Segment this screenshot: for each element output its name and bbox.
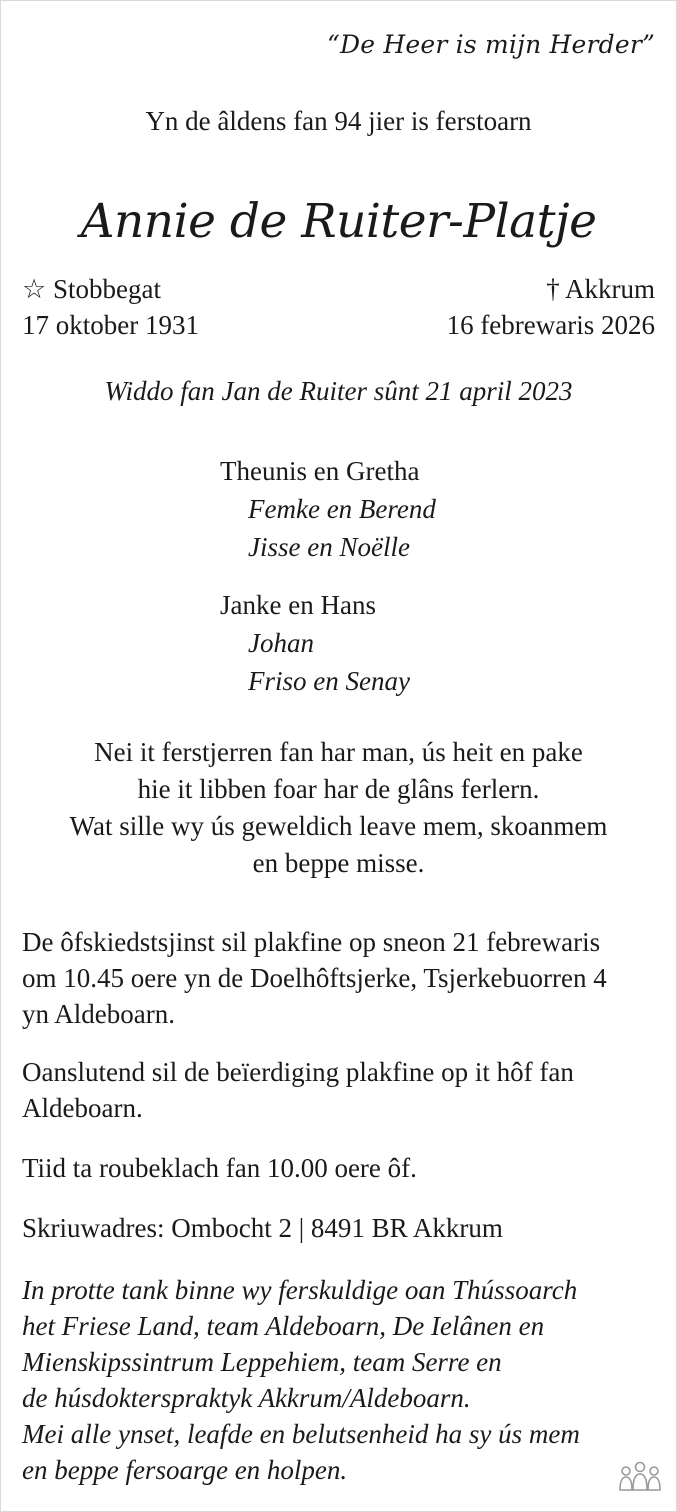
family-child: Femke en Berend xyxy=(248,494,436,524)
postal-address: Skriuwadres: Ombocht 2 | 8491 BR Akkrum xyxy=(22,1213,503,1243)
thanks-line: In protte tank binne wy ferskuldige oan Thússoarch xyxy=(22,1275,578,1305)
widow-line: Widdo fan Jan de Ruiter sûnt 21 april 2023 xyxy=(104,376,573,406)
thanks-note xyxy=(22,1272,580,1488)
deceased-name: Annie de Ruiter-Platje xyxy=(80,194,597,249)
birth-place-label: Stobbegat xyxy=(52,274,161,304)
poem-line: Wat sille wy ús geweldich leave mem, skoanmem xyxy=(69,811,608,841)
death-date: 16 febrewaris 2026 xyxy=(446,310,655,340)
poem-line: Nei it ferstjerren fan har man, ús heit en pake xyxy=(94,737,583,767)
thanks-line: het Friese Land, team Aldeboarn, De Ielânen en xyxy=(22,1311,545,1341)
family-child: Johan xyxy=(248,628,314,658)
family-people-icon xyxy=(617,1460,663,1500)
thanks-line: Mei alle ynset, leafde en belutsenheid ha sy ús mem xyxy=(22,1419,580,1449)
family-child: Friso en Senay xyxy=(248,666,410,696)
family-group xyxy=(220,452,436,566)
family-child: Jisse en Noëlle xyxy=(248,532,410,562)
death-cross-icon: † xyxy=(546,274,560,304)
thanks-line: Mienskipssintrum Leppehiem, team Serre en xyxy=(22,1347,502,1377)
birth-date: 17 oktober 1931 xyxy=(22,310,199,340)
family-parents: Theunis en Gretha xyxy=(220,456,420,486)
birth-star-icon: ☆ xyxy=(22,274,47,304)
poem xyxy=(0,734,677,882)
birth-place xyxy=(22,274,161,305)
thanks-line: en beppe fersoarge en holpen. xyxy=(22,1455,348,1485)
burial-line: Aldeboarn. xyxy=(22,1093,143,1123)
service-line: De ôfskiedstsjinst sil plakfine op sneon 21 febrewaris xyxy=(22,927,601,957)
death-place-label: Akkrum xyxy=(565,274,655,304)
service-line: yn Aldeboarn. xyxy=(22,999,175,1029)
condolence-info: Tiid ta roubeklach fan 10.00 oere ôf. xyxy=(22,1153,417,1183)
family-parents: Janke en Hans xyxy=(220,590,376,620)
burial-line: Oanslutend sil de beïerdiging plakfine op it hôf fan xyxy=(22,1057,574,1087)
thanks-line: de húsdokterspraktyk Akkrum/Aldeboarn. xyxy=(22,1383,471,1413)
death-place xyxy=(546,274,655,305)
burial-info xyxy=(22,1054,662,1126)
service-info xyxy=(22,924,662,1032)
family-group xyxy=(220,586,410,700)
intro-line: Yn de âldens fan 94 jier is ferstoarn xyxy=(145,106,532,136)
poem-line: hie it libben foar har de glâns ferlern. xyxy=(137,774,540,804)
poem-line: en beppe misse. xyxy=(252,848,425,878)
service-line: om 10.45 oere yn de Doelhôftsjerke, Tsjerkebuorren 4 xyxy=(22,963,607,993)
motto: “De Heer is mijn Herder” xyxy=(326,30,655,59)
